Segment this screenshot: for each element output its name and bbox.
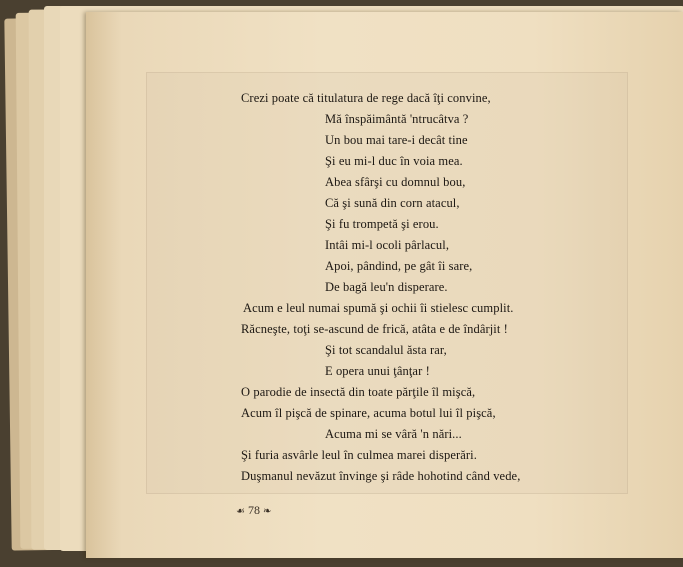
ornament-right-icon: ❧: [262, 506, 272, 517]
poem-line: Că şi sună din corn atacul,: [325, 196, 460, 210]
poem-line: Abea sfârşi cu domnul bou,: [325, 175, 466, 189]
poem-line: E opera unui ţânţar !: [325, 364, 430, 378]
page-number-value: 78: [247, 503, 260, 517]
poem-line: Şi eu mi-l duc în voia mea.: [325, 154, 463, 168]
poem-line: O parodie de insectă din toate părţile îl mişcă,: [241, 385, 476, 399]
poem-line: Şi furia asvârle leul în culmea marei disperări.: [241, 448, 477, 462]
poem-line: De bagă leu'n disperare.: [325, 280, 448, 294]
poem-line: Mă înspăimântă 'ntrucâtva ?: [325, 112, 469, 126]
poem-line: Şi fu trompetă şi erou.: [325, 217, 439, 231]
poem-line: Apoi, pândind, pe gât îi sare,: [325, 259, 473, 273]
poem-line: Duşmanul nevăzut învinge şi râde hohotind când vede,: [241, 469, 521, 483]
poem-line: Acum e leul numai spumă şi ochii îi stielesc cumplit.: [243, 301, 514, 315]
poem-line: Intâi mi-l ocoli pârlacul,: [325, 238, 450, 252]
poem-line: Acuma mi se vâră 'n nări...: [325, 427, 462, 441]
book-page: [86, 12, 683, 558]
page-number: [236, 503, 271, 518]
ornament-left-icon: ☙: [236, 506, 245, 517]
poem-line: Răcneşte, toţi se-ascund de frică, atâta e de îndârjit !: [241, 322, 508, 336]
poem-line: Acum îl pişcă de spinare, acuma botul lui îl pişcă,: [241, 406, 496, 420]
poem-line: Un bou mai tare-i decât tine: [325, 133, 468, 147]
poem-line: Crezi poate că titulatura de rege dacă îţi convine,: [241, 91, 491, 105]
poem-line: Şi tot scandalul ăsta rar,: [325, 343, 447, 357]
